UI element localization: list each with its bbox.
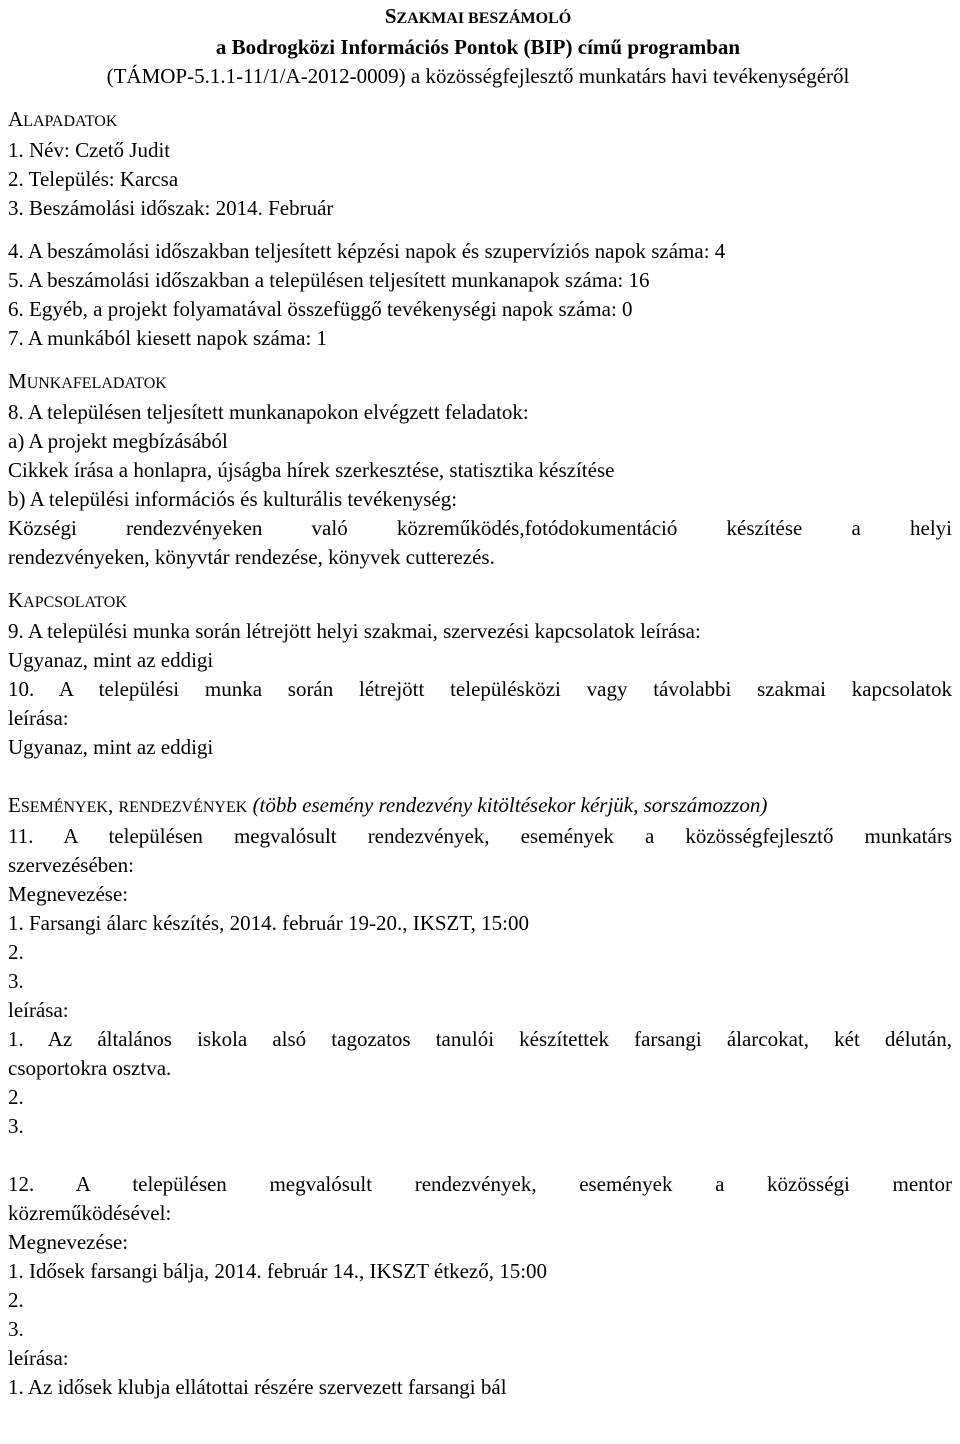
question-8: 8. A településen teljesített munkanapokon elvégzett feladatok: xyxy=(8,400,529,424)
subsection-b-text-line2: rendezvényeken, könyvtár rendezése, könyvek cutterezés. xyxy=(8,545,495,569)
section-heading: KAPCSOLATOK xyxy=(8,588,127,612)
question-10-line2: leírása: xyxy=(8,706,69,730)
leiras-label: leírása: xyxy=(8,998,69,1022)
list-item: 1. Idősek farsangi bálja, 2014. február 14., IKSZT étkező, 15:00 xyxy=(8,1259,548,1283)
section-note: (több esemény rendezvény kitöltésekor kérjük, sorszámozzon) xyxy=(252,793,768,817)
question-12-line1: 12. A településen megvalósult rendezvények, események a közösségi mentor xyxy=(8,1172,952,1196)
section-heading: MUNKAFELADATOK xyxy=(8,369,167,393)
subsection-b-text-line1: Községi rendezvényeken való közreműködés,fotódokumentáció készítése a helyi xyxy=(8,516,952,540)
field-training-days: 4. A beszámolási időszakban teljesített képzési napok és szupervíziós napok száma: 4 xyxy=(8,239,726,263)
field-period: 3. Beszámolási időszak: 2014. Február xyxy=(8,196,334,220)
description-line2: csoportokra osztva. xyxy=(8,1056,172,1080)
list-item: 3. xyxy=(8,1114,24,1138)
subsection-a-label: a) A projekt megbízásából xyxy=(8,429,228,453)
field-missed-days: 7. A munkából kiesett napok száma: 1 xyxy=(8,326,328,350)
field-work-days: 5. A beszámolási időszakban a településen teljesített munkanapok száma: 16 xyxy=(8,268,650,292)
section-esemenyek xyxy=(8,791,960,1402)
megnevezes-label: Megnevezése: xyxy=(8,1230,129,1254)
question-11-line1: 11. A településen megvalósult rendezvények, események a közösségfejlesztő munkatárs xyxy=(8,824,952,848)
section-alapadatok xyxy=(8,105,960,353)
document-title: SZAKMAI BESZÁMOLÓ xyxy=(384,4,572,28)
megnevezes-label: Megnevezése: xyxy=(8,882,129,906)
list-item: 1. Farsangi álarc készítés, 2014. február 19-20., IKSZT, 15:00 xyxy=(8,911,529,935)
list-item: 2. xyxy=(8,1288,24,1312)
section-munkafeladatok xyxy=(8,367,960,572)
subsection-a-text: Cikkek írása a honlapra, újságba hírek szerkesztése, statisztika készítése xyxy=(8,458,615,482)
section-heading: ESEMÉNYEK, RENDEZVÉNYEK (több esemény rendezvény kitöltésekor kérjük, sorszámozzon) xyxy=(8,793,768,817)
question-12-line2: közreműködésével: xyxy=(8,1201,172,1225)
description-line1: 1. Az idősek klubja ellátottai részére szervezett farsangi bál xyxy=(8,1375,507,1399)
leiras-label: leírása: xyxy=(8,1346,69,1370)
field-settlement: 2. Település: Karcsa xyxy=(8,167,179,191)
answer-10: Ugyanaz, mint az eddigi xyxy=(8,735,214,759)
list-item: 3. xyxy=(8,1317,24,1341)
program-name: a Bodrogközi Információs Pontok (BIP) című programban xyxy=(215,35,741,59)
list-item: 3. xyxy=(8,969,24,993)
question-9: 9. A települési munka során létrejött helyi szakmai, szervezési kapcsolatok leírása: xyxy=(8,619,701,643)
question-11-line2: szervezésében: xyxy=(8,853,134,877)
answer-9: Ugyanaz, mint az eddigi xyxy=(8,648,214,672)
document-header xyxy=(8,0,948,91)
section-kapcsolatok xyxy=(8,586,960,762)
field-other-days: 6. Egyéb, a projekt folyamatával összefüggő tevékenységi napok száma: 0 xyxy=(8,297,633,321)
list-item: 2. xyxy=(8,1085,24,1109)
program-code-line: (TÁMOP-5.1.1-11/1/A-2012-0009) a közösségfejlesztő munkatárs havi tevékenységéről xyxy=(106,64,850,88)
section-heading: ALAPADATOK xyxy=(8,107,118,131)
question-10-line1: 10. A települési munka során létrejött településközi vagy távolabbi szakmai kapcsolatok xyxy=(8,677,952,701)
field-name: 1. Név: Czető Judit xyxy=(8,138,171,162)
list-item: 2. xyxy=(8,940,24,964)
description-line1: 1. Az általános iskola alsó tagozatos tanulói készítettek farsangi álarcokat, két délután, xyxy=(8,1027,952,1051)
subsection-b-label: b) A települési információs és kulturális tevékenység: xyxy=(8,487,458,511)
